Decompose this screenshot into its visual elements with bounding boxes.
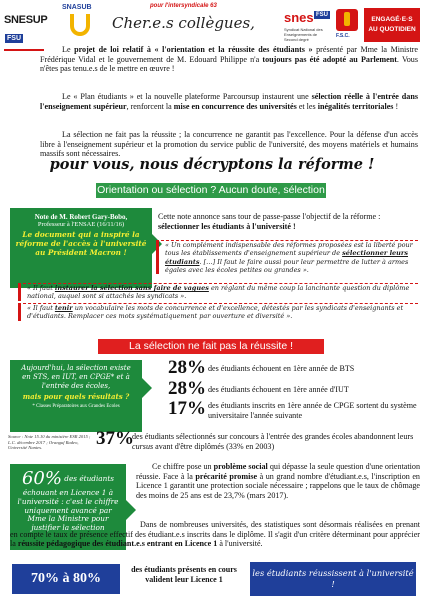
- quote-2: [18, 283, 418, 301]
- slogan: pour vous, nous décryptons la réforme !: [49, 156, 375, 173]
- engages-line-2: AU QUOTIDIEN: [368, 26, 416, 33]
- text: et les: [296, 101, 318, 111]
- stat-text: des étudiants échouent en 1ère année d'IUT: [208, 385, 349, 394]
- text: à l'université.: [217, 539, 263, 549]
- social-problem-paragraph: [136, 462, 420, 500]
- text-emphasis: sélectionner leurs étudiants: [165, 249, 408, 266]
- text-italic: cursus: [132, 441, 154, 451]
- stat-value: 17%: [168, 398, 206, 419]
- text: Cette note annonce sans tour de passe-passe l'objectif de la réforme :: [158, 212, 381, 221]
- text-bold: projet de loi relatif à « l'orientation et la réussite des étudiants »: [74, 45, 313, 54]
- text: !: [393, 101, 399, 111]
- bottom-conclusion-box: les étudiants réussissent à l'université !: [250, 562, 416, 596]
- engages-line-1: ENGAGÉ·E·S: [371, 16, 413, 23]
- text: Le: [62, 45, 75, 54]
- intersyndicale-tagline: pour l'intersyndicale 63: [150, 3, 217, 9]
- text: avant d'être diplômés (33% en 2003): [153, 441, 275, 451]
- snasub-logo-text: SNASUB: [62, 4, 92, 11]
- text-emphasis: mais pour quels résultats ?: [22, 391, 130, 401]
- stat-grandes-ecoles-value: 37%: [96, 428, 134, 449]
- text: Dans de nombreuses universités, des statistiques sont désormais réalisées en prenant en compte le taux de présence effectif des étudiant.e.s inscrits dans le diplôme. Il s'agit d'un critère déterminant pour apprécier la: [10, 520, 420, 549]
- text-bold: sélection réelle à l'entrée dans l'enseignement supérieur: [40, 92, 418, 111]
- text-emphasis: tenir: [54, 304, 73, 312]
- note-quote: Le document qui a inspiré la réforme de l'accès à l'université au Président Macron !: [15, 230, 147, 257]
- text: Le « Plan étudiants » et la nouvelle plateforme Parcoursup instaurent une: [62, 92, 312, 101]
- text: qui dépasse la seule question d'une orientation réussie. Face à la: [136, 462, 420, 481]
- statistics-paragraph: [10, 520, 420, 549]
- snasub-logo-mark: [70, 14, 90, 36]
- text: , renforcent la: [126, 101, 174, 111]
- text-bold: problème social: [213, 462, 268, 471]
- text: en réglant du même coup la lancinante question du diplôme national, auquel sont si attachés les syndicats ».: [27, 284, 410, 301]
- text-bold: mise en concurrence des universités: [173, 101, 297, 111]
- stat-grandes-ecoles-text: [132, 432, 422, 451]
- note-head: Note de M. Robert Gary-Bobo,: [34, 213, 128, 221]
- snes-logo-subtitle: Syndicat National des Enseignements de Second degré: [284, 27, 323, 42]
- selection-box-footnote: * Classes Préparatoires aux Grandes Ecoles: [32, 403, 120, 409]
- union-logo: [336, 9, 360, 39]
- text: à un grand nombre d'étudiant.e.s, l'inscription en Licence 1 garantit une protection sociale nécessaire ; rappelons que le taux de chômage des moins de 25 ans est de 23,7% (mars 2017).: [136, 471, 420, 500]
- text-bold: toujours pas été adopté au Parlement: [262, 54, 397, 64]
- stat-text: des étudiants inscrits en 1ère année de CPGE sortent du système universitaire l'année suivante: [208, 401, 417, 420]
- snes-fsu-badge: FSU: [316, 12, 328, 18]
- text-emphasis: instaurer la sélection sans faire de vagues: [54, 284, 209, 292]
- engages-logo: [364, 8, 420, 42]
- text: « Il faut: [27, 284, 55, 292]
- snes-logo: [284, 9, 330, 41]
- stat-value: 28%: [168, 378, 206, 399]
- intro-paragraph-3: La sélection ne fait pas la réussite ; la concurrence ne garantit pas l'excellence. Pour la défense d'un accès libre à l'enseignement supérieur et la promotion du service public de l'université, des moyens matériels et humains massifs sont nécessaires.: [40, 130, 418, 159]
- quote-3: [18, 303, 418, 321]
- note-box: [10, 208, 152, 288]
- snesup-logo: [4, 10, 56, 40]
- text: Aujourd'hui, la sélection existe en STS, en IUT, en CPGE* et à l'entrée des écoles,: [21, 364, 131, 391]
- intro-paragraph-2: [40, 92, 418, 111]
- text-bold: précarité promise: [195, 471, 258, 481]
- stat-value: 28%: [168, 357, 206, 378]
- selection-box-quote: [10, 360, 142, 402]
- selection-box: [10, 360, 142, 432]
- note-role: Professeur à l'ENSAE (16/11/16): [37, 221, 125, 228]
- snesup-logo-bar: [4, 49, 44, 51]
- text: . Vous n'êtes pas tenu.e.s de le mettre en œuvre !: [40, 54, 418, 74]
- sixty-percent-value: 60%: [21, 468, 62, 489]
- section-1-banner: Orientation ou sélection ? Aucun doute, sélection !: [97, 184, 325, 211]
- union-logo-mark: [336, 9, 358, 31]
- snesup-logo-text: SNESUP: [4, 14, 48, 26]
- text: Ce chiffre pose un: [152, 462, 214, 471]
- text-bold: inégalités territoriales: [317, 101, 394, 111]
- sixty-percent-text: des étudiants échouant en Licence 1 à l'université : c'est le chiffre uniquement avancé par Mme la Ministre pour justifier la sélection: [17, 474, 119, 533]
- text-bold: sélectionner les étudiants à l'université !: [158, 221, 296, 231]
- stat-source: Source : Note 15.10 du ministère ESR 2015 ; L.C. décembre 2017 ; Oranguf Radeo, Université Nantes.: [8, 434, 91, 451]
- section-2-banner: La sélection ne fait pas la réussite !: [98, 339, 324, 354]
- snes-logo-text: snes: [284, 10, 314, 25]
- text-bold: réussite pédagogique des étudiant.e.s entrant en Licence 1: [17, 539, 218, 549]
- snesup-fsu-badge: FSU: [7, 35, 21, 42]
- bottom-percent-badge: 70% à 80%: [12, 564, 120, 594]
- greeting: Cher.e.s collègues,: [112, 14, 255, 32]
- text: des étudiants sélectionnés sur concours à l'entrée des grandes écoles abandonnent leurs: [132, 432, 414, 441]
- text: présenté par Mme la Ministre Frédérique Vidal et le gouvernement de M. Edouard Philippe n'a: [40, 45, 418, 64]
- text: un vocabulaire les mots de concurrence et d'excellence, détestés par les syndicats d'enseignants et d'étudiants. Remplacer ces mots systématiquement par ouverture et diversité ».: [27, 304, 404, 321]
- quote-1: [156, 240, 418, 274]
- intro-paragraph-1: [40, 45, 418, 74]
- union-logo-text: F.S.C.: [336, 33, 350, 39]
- snasub-logo: [62, 4, 98, 42]
- bottom-percent-text: des étudiants présents en cours valident leur Licence 1: [131, 565, 237, 584]
- stat-text: des étudiants échouent en 1ère année de BTS: [208, 364, 355, 373]
- text: « Il faut: [27, 304, 55, 312]
- text: « Un complément indispensable des réformes proposées est la liberté pour tous les établissements d'enseignement supérieur de: [165, 241, 413, 258]
- text: . […] Il faut le faire aussi pour leur permettre de lutter à armes égales avec les écoles petites ou grandes ».: [165, 257, 409, 274]
- note-summary: [158, 212, 420, 231]
